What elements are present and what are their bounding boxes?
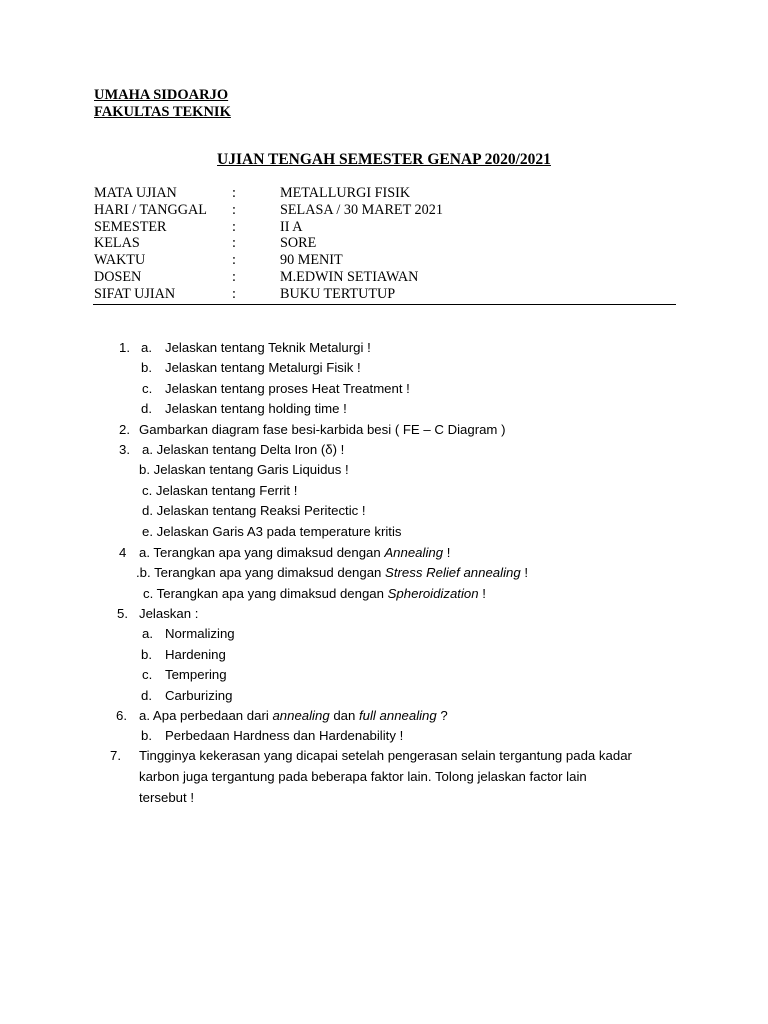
info-row-lecturer [94,269,674,286]
info-label: DOSEN [94,268,142,285]
info-colon: : [232,268,236,285]
question-text: c. Terangkan apa yang dimaksud dengan Spheroidization ! [143,586,486,601]
term-annealing: annealing [272,708,330,723]
institution-name: UMAHA SIDOARJO [94,87,229,103]
info-value: METALLURGI FISIK [280,185,411,201]
sub-item-marker: b. [141,360,152,375]
question-text: Jelaskan tentang holding time ! [165,401,347,416]
header-divider [93,304,676,305]
institution-block [94,87,231,121]
question-text: c. Jelaskan tentang Ferrit ! [142,483,298,498]
term-full-annealing: full annealing [359,708,437,723]
question-text: .b. Terangkan apa yang dimaksud dengan Stress Relief annealing ! [136,565,528,580]
question-number: 2. [119,422,130,437]
info-colon: : [232,218,236,235]
question-text: karbon juga tergantung pada beberapa faktor lain. Tolong jelaskan factor lain [139,769,587,784]
info-row-time [94,252,674,269]
question-text: b. Jelaskan tentang Garis Liquidus ! [139,462,349,477]
info-colon: : [232,185,236,201]
info-label: KELAS [94,235,140,252]
sub-item-marker: d. [141,688,152,703]
term-spheroidization: Spheroidization [387,586,479,601]
sub-item-marker: b. [141,728,152,743]
info-row-date [94,202,674,219]
info-row-exam-type [94,286,674,303]
question-number: 7. [110,748,121,763]
info-colon: : [232,235,236,252]
question-number: 3. [119,442,130,457]
term-annealing: Annealing [384,545,444,560]
question-text: Hardening [165,647,226,662]
info-colon: : [232,252,236,269]
sub-item-marker: b. [141,647,152,662]
question-number: 4 [119,545,127,560]
info-colon: : [232,201,236,218]
question-text: Jelaskan : [139,606,199,621]
question-text: a. Terangkan apa yang dimaksud dengan Annealing ! [139,545,451,560]
question-text: Jelaskan tentang Metalurgi Fisik ! [165,360,361,375]
question-text: Carburizing [165,688,233,703]
info-value: M.EDWIN SETIAWAN [280,268,419,285]
sub-item-marker: c. [142,667,153,682]
info-value: SELASA / 30 MARET 2021 [280,201,443,218]
question-text: Jelaskan tentang Teknik Metalurgi ! [165,340,371,355]
question-number: 6. [116,708,127,723]
exam-info-table [94,185,674,303]
faculty-name: FAKULTAS TEKNIK [94,104,231,120]
question-text: Tempering [165,667,227,682]
term-stress-relief: Stress Relief annealing [385,565,521,580]
sub-item-marker: c. [142,381,153,396]
info-label: HARI / TANGGAL [94,201,207,218]
question-number: 1. [119,340,130,355]
info-value: II A [280,218,303,235]
info-label: MATA UJIAN [94,185,177,201]
info-label: SEMESTER [94,218,167,235]
exam-title: UJIAN TENGAH SEMESTER GENAP 2020/2021 [217,151,551,168]
sub-item-marker: d. [141,401,152,416]
question-text: Jelaskan tentang proses Heat Treatment ! [165,381,410,396]
info-label: WAKTU [94,252,146,269]
question-text: a. Jelaskan tentang Delta Iron (δ) ! [142,442,345,457]
question-text: Normalizing [165,626,235,641]
info-colon: : [232,285,236,302]
question-text: Gambarkan diagram fase besi-karbida besi ( FE – C Diagram ) [139,422,506,437]
question-text: Tingginya kekerasan yang dicapai setelah pengerasan selain tergantung pada kadar [139,748,632,763]
info-row-subject [94,185,674,202]
sub-item-marker: a. [141,340,152,355]
question-text: e. Jelaskan Garis A3 pada temperature kritis [142,524,402,539]
info-value: BUKU TERTUTUP [280,285,396,302]
info-label: SIFAT UJIAN [94,285,176,302]
question-text: a. Apa perbedaan dari annealing dan full annealing ? [139,708,448,723]
info-row-class [94,235,674,252]
info-value: SORE [280,235,317,252]
question-text: tersebut ! [139,790,194,805]
question-text: Perbedaan Hardness dan Hardenability ! [165,728,404,743]
question-number: 5. [117,606,128,621]
info-value: 90 MENIT [280,252,343,269]
question-text: d. Jelaskan tentang Reaksi Peritectic ! [142,503,366,518]
sub-item-marker: a. [142,626,153,641]
info-row-semester [94,219,674,236]
